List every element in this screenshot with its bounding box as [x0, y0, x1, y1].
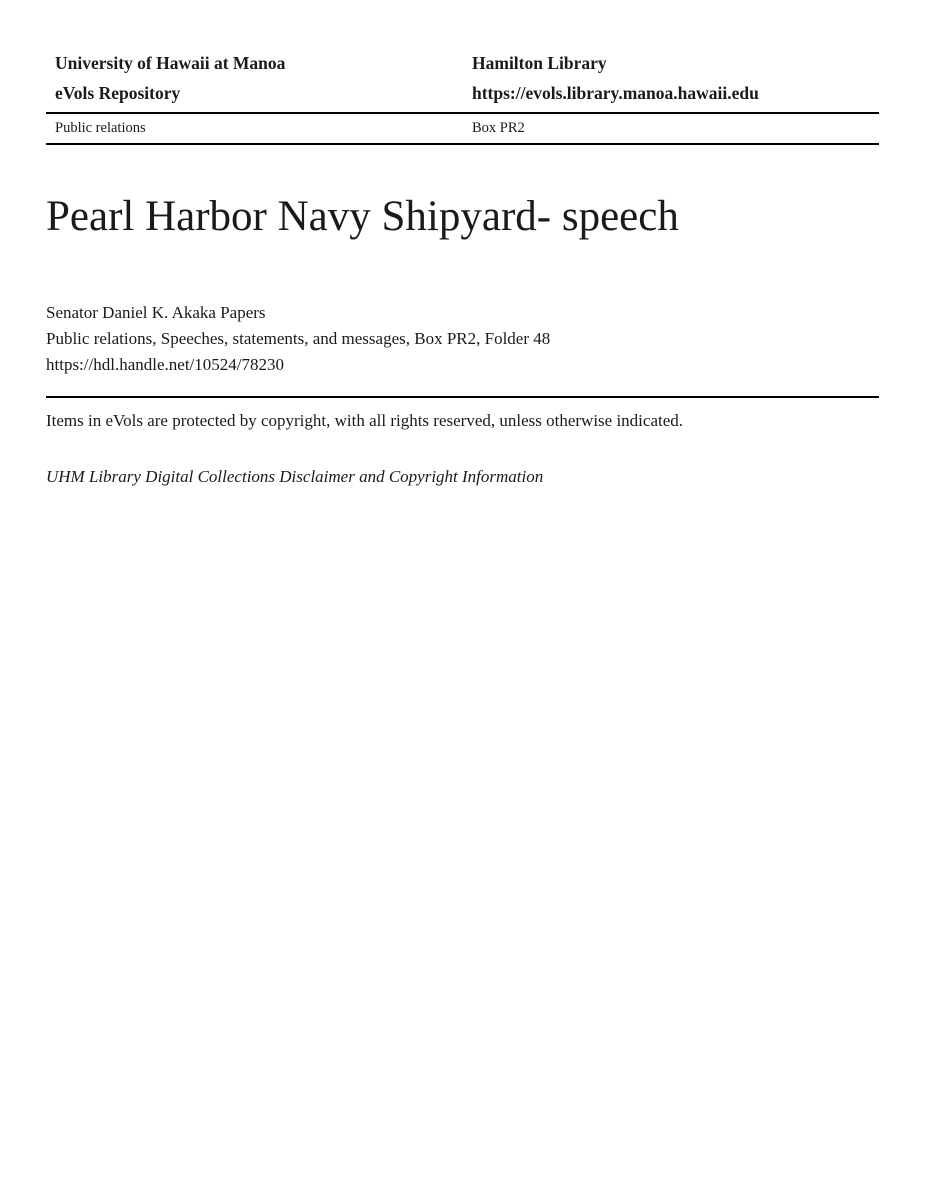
repository-url-link[interactable]: https://evols.library.manoa.hawaii.edu: [472, 83, 759, 103]
disclaimer-link[interactable]: UHM Library Digital Collections Disclaimer and Copyright Information: [46, 467, 544, 486]
series-label: Public relations: [55, 120, 146, 136]
collection-title: Senator Daniel K. Akaka Papers: [46, 303, 266, 322]
institution-name: University of Hawaii at Manoa: [55, 53, 286, 73]
divider-rule: [46, 396, 879, 398]
library-name: Hamilton Library: [472, 53, 607, 73]
handle-url-link[interactable]: https://hdl.handle.net/10524/78230: [46, 355, 284, 374]
repository-name: eVols Repository: [55, 83, 181, 103]
box-label: Box PR2: [472, 120, 525, 136]
copyright-notice: Items in eVols are protected by copyright, with all rights reserved, unless otherwise indicated.: [46, 411, 684, 430]
header-right-cell: [472, 48, 879, 108]
repository-header: [46, 48, 879, 145]
header-left-cell: [46, 48, 472, 108]
series-location: Public relations, Speeches, statements, and messages, Box PR2, Folder 48: [46, 329, 551, 348]
item-metadata: [46, 300, 879, 378]
header-series-row: [46, 114, 879, 145]
header-top-row: [46, 48, 879, 114]
page-title: Pearl Harbor Navy Shipyard- speech: [46, 193, 679, 240]
